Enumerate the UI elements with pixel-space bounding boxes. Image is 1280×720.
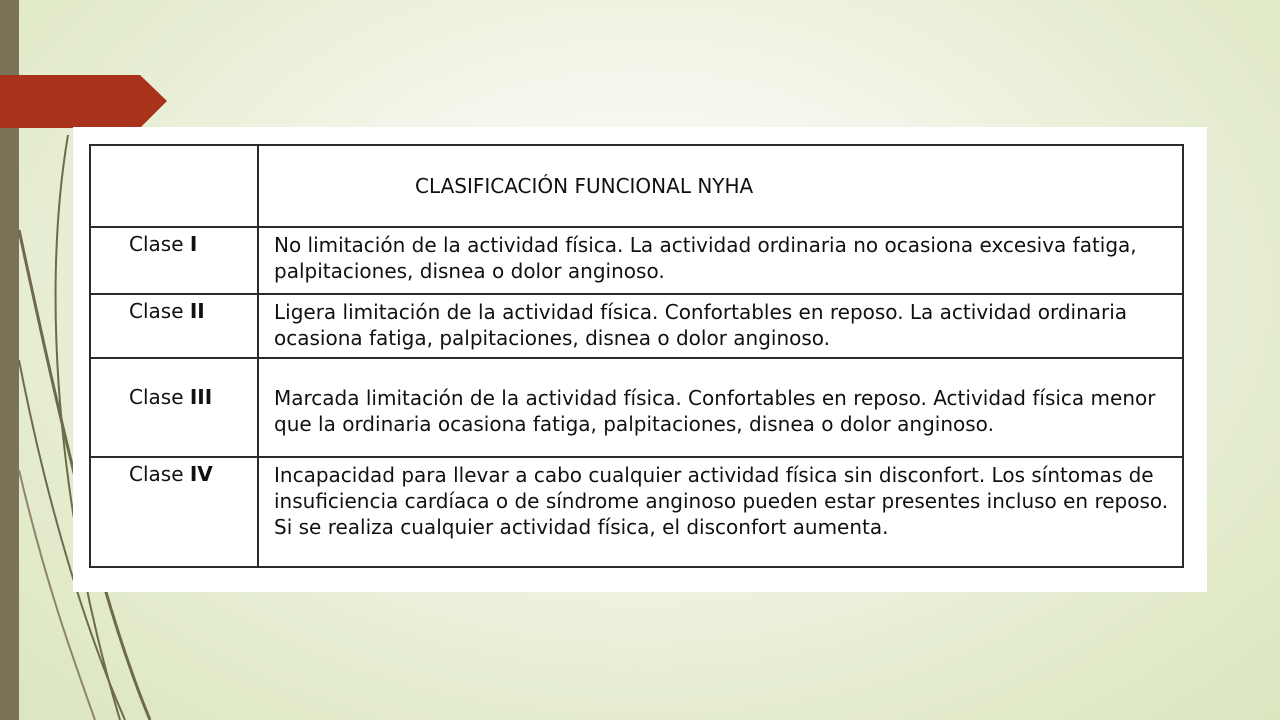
header-empty-cell (90, 145, 258, 227)
class-description: No limitación de la actividad física. La actividad ordinaria no ocasiona excesiva fatiga, palpitaciones, disnea o dolor anginoso. (258, 227, 1183, 294)
table-image-card (73, 127, 1207, 592)
class-label: Clase II (90, 294, 258, 358)
class-description: Ligera limitación de la actividad física. Confortables en reposo. La actividad ordinaria ocasiona fatiga, palpitaciones, disnea o dolor anginoso. (258, 294, 1183, 358)
table-row (90, 227, 1183, 294)
class-label: Clase I (90, 227, 258, 294)
table-row (90, 294, 1183, 358)
class-description: Incapacidad para llevar a cabo cualquier actividad física sin disconfort. Los síntomas de insuficiencia cardíaca o de síndrome anginoso pueden estar presentes incluso en reposo. Si se realiza cualquier actividad física, el disconfort aumenta. (258, 457, 1183, 567)
table-header-row (90, 145, 1183, 227)
nyha-classification-table (89, 144, 1184, 568)
title-accent-tab (0, 75, 167, 128)
class-label: Clase III (90, 358, 258, 457)
class-description: Marcada limitación de la actividad física. Confortables en reposo. Actividad física menor que la ordinaria ocasiona fatiga, palpitaciones, disnea o dolor anginoso. (258, 358, 1183, 457)
table-row (90, 358, 1183, 457)
table-row (90, 457, 1183, 567)
class-label: Clase IV (90, 457, 258, 567)
table-title: CLASIFICACIÓN FUNCIONAL NYHA (258, 145, 1183, 227)
